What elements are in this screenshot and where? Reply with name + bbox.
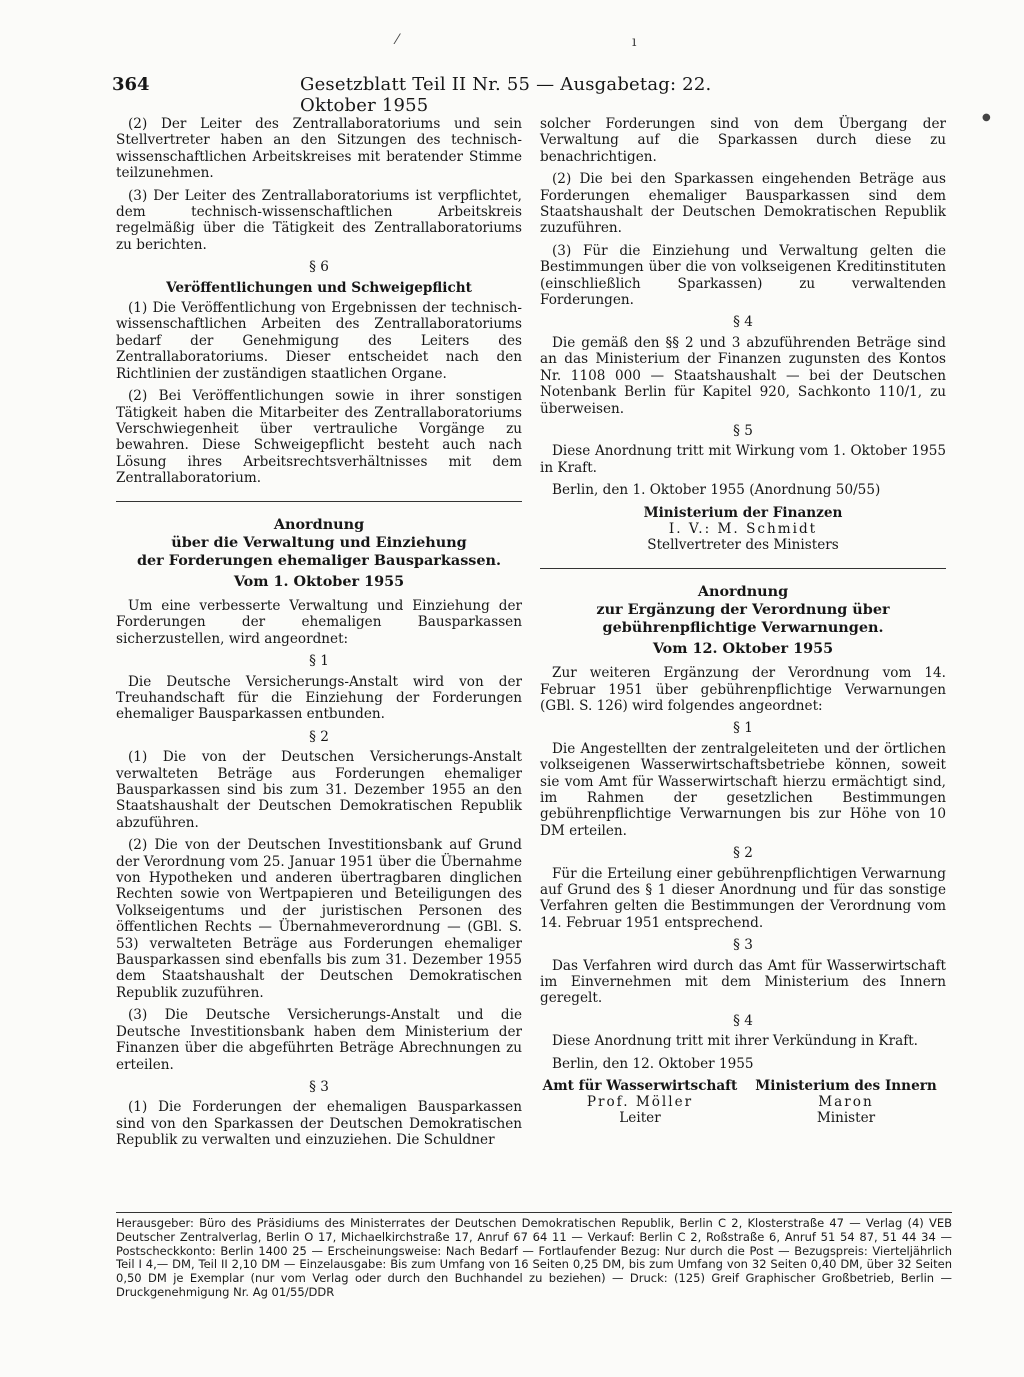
paragraph: Diese Anordnung tritt mit ihrer Verkündung in Kraft. xyxy=(552,1033,919,1050)
paragraph: solcher Forderungen sind von dem Übergang der Verwaltung auf die Sparkassen durch diese zu benachrichtigen. xyxy=(540,116,946,165)
signature-name: Prof. Möller xyxy=(586,1094,694,1111)
signature-role: Leiter xyxy=(619,1110,661,1127)
publisher-imprint xyxy=(116,1212,952,1300)
paragraph: Die gemäß den §§ 2 und 3 abzuführenden Beträge sind an das Ministerium der Finanzen zugunsten des Kontos Nr. 1108 000 — Staatshaushalt — bei der Deutschen Notenbank Berlin für Kapitel 920, Sachkonto 110/1, zu überweisen. xyxy=(540,334,946,417)
paragraph: Für die Erteilung einer gebührenpflichtigen Verwarnung auf Grund des § 1 dieser Anordnung und für das sonstige Verfahren gelten die Bestimmungen der Verordnung vom 14. Februar 1951 entsprechend. xyxy=(540,865,946,931)
paragraph: Diese Anordnung tritt mit Wirkung vom 1. Oktober 1955 in Kraft. xyxy=(540,443,946,476)
paragraph: (3) Die Deutsche Versicherungs-Anstalt und die Deutsche Investitionsbank haben dem Ministerium der Finanzen über die abgeführten Beträge Abrechnungen zu erteilen. xyxy=(116,1007,522,1073)
paragraph: (1) Die Forderungen der ehemaligen Bausparkassen sind von den Sparkassen der Deutschen Demokratischen Republik zu verwalten und einzuziehen. Die Schuldner xyxy=(116,1099,522,1149)
place-date: Berlin, den 12. Oktober 1955 xyxy=(552,1055,754,1072)
signature-ministry: Ministerium der Finanzen xyxy=(643,504,843,521)
paragraph: (2) Der Leiter des Zentrallaboratoriums und sein Stellvertreter haben an den Sitzungen des technisch-wissenschaftlichen Arbeitskreises mit beratender Stimme teilzunehmen. xyxy=(116,116,522,182)
scan-mark-decoration: ı xyxy=(632,34,637,50)
paragraph: (1) Die Veröffentlichung von Ergebnissen der technisch-wissenschaftlichen Arbeiten des Zentrallaboratoriums bedarf der Genehmigung des Leiters des Zentrallaboratoriums. Dieser entscheidet nach den Richtlinien der zuständigen staatlichen Organe. xyxy=(116,300,522,382)
paragraph: Die Deutsche Versicherungs-Anstalt wird von der Treuhandschaft für die Einziehung der Forderungen ehemaliger Bausparkassen entbunden. xyxy=(116,673,522,723)
ordinance-heading: der Forderungen ehemaliger Bausparkassen. xyxy=(136,551,502,569)
scan-mark-decoration: ⁄ xyxy=(396,32,399,48)
divider xyxy=(116,1212,952,1213)
section-number: § 4 xyxy=(733,314,753,331)
section-number: § 2 xyxy=(309,728,329,745)
page-header xyxy=(112,74,787,116)
signature-block xyxy=(540,1078,946,1126)
scan-dot-decoration: ● xyxy=(982,112,991,123)
signature-role: Minister xyxy=(816,1110,876,1127)
signature-name: Maron xyxy=(818,1094,874,1111)
ordinance-heading: über die Verwaltung und Einziehung xyxy=(171,533,467,551)
paragraph: (2) Die bei den Sparkassen eingehenden Beträge aus Forderungen ehemaliger Bausparkassen sind dem Staatshaushalt der Deutschen Demokratischen Republik zuzuführen. xyxy=(540,171,946,237)
ordinance-date: Vom 1. Oktober 1955 xyxy=(233,572,405,590)
left-column xyxy=(116,116,522,1155)
ordinance-heading: Anordnung xyxy=(273,515,365,533)
section-number: § 6 xyxy=(309,259,329,276)
page-number: 364 xyxy=(112,74,150,95)
place-date: Berlin, den 1. Oktober 1955 (Anordnung 50/55) xyxy=(552,482,881,499)
signature-left xyxy=(540,1078,740,1126)
gazette-title: Gesetzblatt Teil II Nr. 55 — Ausgabetag: 22. Oktober 1955 xyxy=(300,74,712,116)
signature-role: Stellvertreter des Ministers xyxy=(647,537,839,554)
paragraph: (3) Für die Einziehung und Verwaltung gelten die Bestimmungen über die von volkseigenen Kreditinstituten (einschließlich Sparkassen) zu verwaltenden Forderungen. xyxy=(540,242,946,309)
section-number: § 1 xyxy=(733,720,753,737)
paragraph: (2) Bei Veröffentlichungen sowie in ihrer sonstigen Tätigkeit haben die Mitarbeiter des Zentrallaboratoriums Verschwiegenheit über vertrauliche Vorgänge zu bewahren. Diese Schweigepflicht besteht auch nach Lösung ihres Arbeitsrechtsverhältnisses mit dem Zentrallaboratorium. xyxy=(116,388,522,487)
paragraph: (3) Der Leiter des Zentrallaboratoriums ist verpflichtet, dem technisch-wissenschaftlichen Arbeitskreis regelmäßig über die Tätigkeit des Zentrallaboratoriums zu berichten. xyxy=(116,187,522,253)
signature-office: Amt für Wasserwirtschaft xyxy=(542,1078,738,1095)
section-number: § 3 xyxy=(733,937,753,954)
signature-name: I. V.: M. Schmidt xyxy=(668,520,818,537)
right-column xyxy=(540,116,946,1126)
paragraph: Zur weiteren Ergänzung der Verordnung vom 14. Februar 1951 über gebührenpflichtige Verwarnungen (GBl. S. 126) wird folgendes angeordnet: xyxy=(540,665,946,714)
section-number: § 3 xyxy=(309,1078,329,1095)
signature-office: Ministerium des Innern xyxy=(755,1078,937,1095)
section-title: Veröffentlichungen und Schweigepflicht xyxy=(166,279,472,296)
paragraph: Um eine verbesserte Verwaltung und Einziehung der Forderungen der ehemaligen Bausparkassen sicherzustellen, wird angeordnet: xyxy=(116,597,522,647)
divider xyxy=(540,568,946,569)
paragraph: (2) Die von der Deutschen Investitionsbank auf Grund der Verordnung vom 25. Januar 1951 über die Übernahme von Hypotheken und anderen übertragbaren dinglichen Rechten sowie von Wertpapieren und Beteiligungen des Volkseigentums und der juristischen Personen des öffentlichen Rechts — Übernahmeverordnung — (GBl. S. 53) verwalteten Beträge aus Forderungen ehemaliger Bausparkassen sind ebenfalls bis zum 31. Dezember 1955 dem Staatshaushalt der Deutschen Demokratischen Republik zuzuführen. xyxy=(116,837,522,1001)
signature-right xyxy=(746,1078,946,1126)
imprint-text: Herausgeber: Büro des Präsidiums des Ministerrates der Deutschen Demokratischen Republik, Berlin C 2, Klosterstraße 47 — Verlag (4) VEB Deutscher Zentralverlag, Berlin O 17, Michaelkirchstraße 17, Anruf 67 64 11 — Verkauf: Berlin C 2, Roßstraße 6, Anruf 51 54 87, 51 44 34 — Postscheckkonto: Berlin 1400 25 — Erscheinungsweise: Nach Bedarf — Fortlaufender Bezug: Nur durch die Post — Bezugspreis: Vierteljährlich Teil I 4,— DM, Teil II 2,10 DM — Einzelausgabe: Bis zum Umfang von 16 Seiten 0,25 DM, bis zum Umfang von 32 Seiten 0,40 DM, über 32 Seiten 0,50 DM je Exemplar (nur vom Verlag oder durch den Buchhandel zu beziehen) — Druck: (125) Greif Graphischer Großbetrieb, Berlin — Druckgenehmigung Nr. Ag 01/55/DDR xyxy=(116,1216,952,1299)
section-number: § 4 xyxy=(733,1012,753,1029)
ordinance-date: Vom 12. Oktober 1955 xyxy=(652,639,834,657)
ordinance-heading: gebührenpflichtige Verwarnungen. xyxy=(602,618,884,636)
ordinance-heading: Anordnung xyxy=(697,582,789,600)
ordinance-heading: zur Ergänzung der Verordnung über xyxy=(596,600,890,618)
section-number: § 1 xyxy=(309,653,329,670)
paragraph: Das Verfahren wird durch das Amt für Wasserwirtschaft im Einvernehmen mit dem Ministerium des Innern geregelt. xyxy=(540,957,946,1007)
paragraph: Die Angestellten der zentralgeleiteten und der örtlichen volkseigenen Wasserwirtschaftsbetriebe können, soweit sie vom Amt für Wasserwirtschaft hierzu ermächtigt sind, im Rahmen der gesetzlichen Bestimmungen gebührenpflichtige Verwarnungen bis zur Höhe von 10 DM erteilen. xyxy=(540,740,946,839)
paragraph: (1) Die von der Deutschen Versicherungs-Anstalt verwalteten Beträge aus Forderungen ehemaliger Bausparkassen sind bis zum 31. Dezember 1955 an den Staatshaushalt der Deutschen Demokratischen Republik abzuführen. xyxy=(116,749,522,831)
divider xyxy=(116,501,522,502)
section-number: § 2 xyxy=(733,845,753,862)
section-number: § 5 xyxy=(733,422,753,439)
